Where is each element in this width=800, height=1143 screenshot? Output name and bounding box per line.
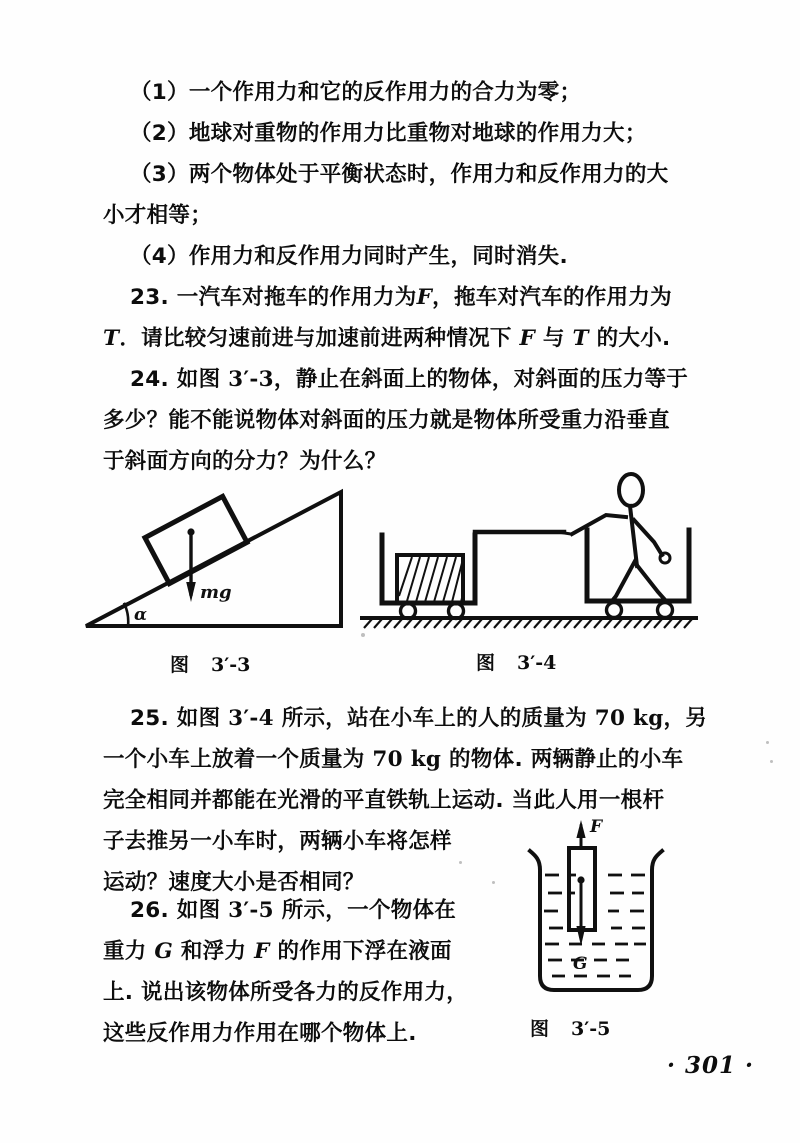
caption-word: 图 — [530, 1018, 550, 1040]
q25-mass-person: 70 kg — [594, 706, 664, 731]
q25-figure-reference: 3′-4 — [228, 706, 274, 731]
buoyancy-force-arrow — [576, 820, 585, 848]
label-F: F — [590, 817, 603, 837]
gravity-force-arrow — [576, 876, 585, 946]
q23-tail-pre: ．请比较匀速前进与加速前进两种情况下 — [119, 326, 512, 351]
ground-rail — [362, 618, 696, 628]
rod-bracket — [475, 532, 564, 603]
q26-figure-reference: 3′-5 — [228, 898, 274, 923]
q24-figure-reference: 3′-3 — [228, 367, 274, 392]
scan-speck — [361, 633, 365, 637]
question-25-line-2 — [103, 739, 703, 780]
right-cart-wheel-1 — [607, 603, 622, 618]
q23-variable-F: F — [416, 285, 433, 310]
question-23-line-2 — [103, 318, 703, 359]
caption-number: 3′-3 — [211, 654, 251, 676]
q23-lead: 23. 一汽车对拖车的作用力为 — [130, 285, 417, 310]
weight-vector-arrow — [186, 528, 196, 602]
scan-speck — [492, 881, 495, 884]
caption-number: 3′-4 — [517, 652, 557, 674]
question-26-line-3: 上. 说出该物体所受各力的反作用力， — [103, 980, 469, 1005]
text-block-upper — [103, 72, 703, 482]
person-head — [619, 474, 643, 506]
person-arm-back — [634, 520, 662, 555]
figure-3-5 — [512, 817, 692, 1040]
q25-line2-pre: 一个小车上放着一个质量为 — [103, 747, 365, 772]
question-26-line-1 — [103, 890, 523, 931]
scan-speck — [770, 760, 773, 763]
scan-speck — [459, 861, 462, 864]
q26-variable-F: F — [254, 939, 270, 964]
list-item-3-cont: 小才相等； — [103, 203, 213, 228]
block-on-incline — [145, 496, 247, 583]
question-26-line-4: 这些反作用力作用在哪个物体上. — [103, 1021, 417, 1046]
person-leg-front — [612, 561, 635, 601]
q26-line2-mid: 和浮力 — [180, 939, 247, 964]
q26-variable-G: G — [154, 939, 174, 964]
list-item-4: （4）作用力和反作用力同时产生，同时消失. — [130, 244, 568, 269]
q26-line2-pre: 重力 — [103, 939, 147, 964]
question-25-line-1 — [103, 698, 708, 739]
list-item-3: （3）两个物体处于平衡状态时，作用力和反作用力的大 — [130, 162, 669, 187]
q23-variable-T: T — [103, 326, 120, 351]
q23-variable-T2: T — [572, 326, 589, 351]
q25-lead: 25. 如图 — [130, 706, 221, 731]
q25-mid2: ，另 — [663, 706, 708, 731]
person-torso — [630, 506, 637, 566]
q26-line2-post: 的作用下浮在液面 — [277, 939, 452, 964]
left-cart — [382, 535, 475, 619]
list-item-1: （1）一个作用力和它的反作用力的合力为零； — [130, 80, 582, 105]
arrowhead — [186, 582, 196, 602]
question-25-line-4: 子去推另一小车时，两辆小车将怎样 — [103, 829, 452, 854]
q26-mid: 所示，一个物体在 — [281, 898, 457, 923]
figure-3-3 — [78, 470, 378, 676]
q23-variable-F2: F — [519, 326, 536, 351]
list-item-2: （2）地球对重物的作用力比重物对地球的作用力大； — [130, 121, 647, 146]
label-G: G — [573, 954, 588, 974]
label-mg: mg — [200, 582, 232, 603]
question-24-line-2: 多少？能不能说物体对斜面的压力就是物体所受重力沿垂直 — [103, 408, 670, 433]
person-hand — [660, 553, 670, 563]
figure-3-3-drawing — [78, 470, 378, 645]
right-cart-wheel-2 — [658, 603, 673, 618]
arrowhead-up — [576, 820, 585, 838]
figure-3-5-caption — [530, 1014, 610, 1041]
figure-3-3-caption — [170, 650, 250, 677]
question-24-line-3: 于斜面方向的分力？为什么？ — [103, 449, 387, 474]
figure-3-5-drawing — [512, 818, 692, 1018]
question-24-line-1 — [103, 359, 703, 400]
question-25-line-3: 完全相同并都能在光滑的平直铁轨上运动. 当此人用一根杆 — [103, 788, 665, 813]
question-25-line-5: 运动？速度大小是否相同？ — [103, 870, 365, 895]
label-alpha: α — [134, 605, 148, 625]
q24-lead: 24. 如图 — [130, 367, 221, 392]
q23-joiner: 与 — [542, 326, 565, 351]
q23-mid: ，拖车对汽车的作用力为 — [432, 285, 672, 310]
question-23-line-1 — [103, 277, 703, 318]
q23-tail: 的大小. — [596, 326, 671, 351]
figure-3-4-caption — [476, 648, 556, 675]
question-26-line-2 — [103, 931, 523, 972]
caption-word: 图 — [170, 654, 190, 676]
figure-3-4 — [358, 468, 698, 674]
person-leg-back — [636, 564, 666, 601]
q25-mass-object: 70 kg — [372, 747, 442, 772]
q25-mid: 所示，站在小车上的人的质量为 — [281, 706, 587, 731]
caption-word: 图 — [476, 652, 496, 674]
cart-load-block — [397, 555, 463, 603]
q25-line2-post: 的物体. 两辆静止的小车 — [449, 747, 684, 772]
right-cart — [587, 530, 689, 618]
figure-3-4-drawing — [358, 468, 698, 643]
push-rod — [475, 532, 571, 603]
caption-number: 3′-5 — [571, 1018, 611, 1040]
scan-speck — [766, 741, 769, 744]
page-number: · 301 · — [666, 1052, 754, 1079]
q26-lead: 26. 如图 — [130, 898, 221, 923]
angle-arc — [125, 604, 129, 626]
q24-mid: ，静止在斜面上的物体，对斜面的压力等于 — [273, 367, 689, 392]
person-arm-forward — [572, 515, 626, 534]
text-block-q26 — [103, 890, 523, 1054]
